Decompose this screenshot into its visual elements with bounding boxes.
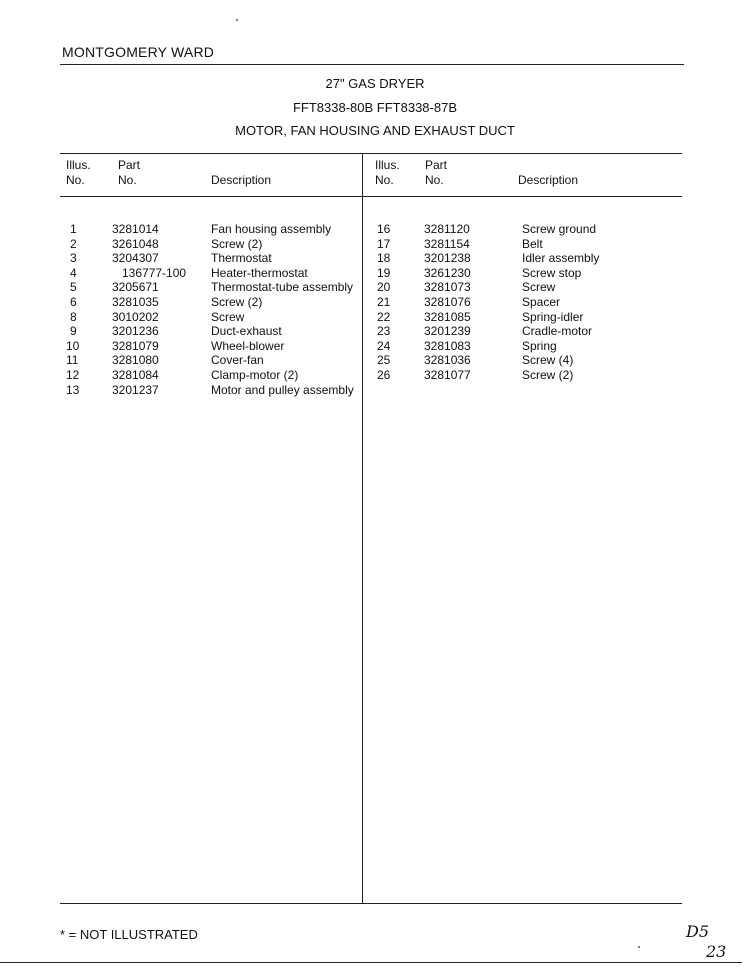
table-row-part: 3201239 — [424, 324, 471, 339]
table-row-part: 3281036 — [424, 353, 471, 368]
table-row-part: 3204307 — [112, 251, 159, 266]
table-row-illus: 18 — [377, 251, 391, 266]
table-row-desc: Screw (4) — [522, 353, 574, 368]
table-row-part: 3281083 — [424, 338, 471, 353]
handwritten-page-number: 23 — [706, 942, 727, 961]
left-part-header — [118, 158, 140, 188]
table-row-desc: Cradle-motor — [522, 324, 593, 339]
table-row-part: 3281014 — [112, 222, 159, 236]
illus-header-line1: Illus. — [66, 158, 91, 172]
illus-header-line2: No. — [375, 173, 394, 187]
title-line-2: FFT8338-80B FFT8338-87B — [292, 100, 458, 115]
table-row-desc: Screw (2) — [211, 236, 263, 251]
illus-header-line2: No. — [66, 173, 85, 187]
illus-header-line1: Illus. — [375, 158, 400, 172]
table-row-illus: 25 — [377, 353, 391, 368]
speck-mark — [236, 19, 238, 21]
table-row-illus: 2 — [70, 236, 77, 251]
speck-mark — [638, 946, 640, 948]
table-row-desc: Fan housing assembly — [211, 222, 332, 236]
table-row-desc: Screw (2) — [522, 368, 574, 382]
table-row-desc: Screw — [211, 309, 245, 324]
header-bottom-rule — [60, 196, 682, 197]
table-row-illus: 24 — [377, 338, 391, 353]
left-description-header: Description — [211, 173, 272, 187]
top-rule — [60, 64, 684, 65]
table-row-desc: Duct-exhaust — [211, 324, 282, 339]
table-row-illus: 11 — [66, 353, 79, 368]
table-row-desc: Screw stop — [522, 265, 582, 280]
table-row-part: 3281035 — [112, 295, 159, 309]
table-row-part: 3201236 — [112, 324, 159, 339]
title-line-1: 27" GAS DRYER — [325, 76, 425, 91]
table-row-illus: 19 — [377, 265, 391, 280]
table-row-desc: Idler assembly — [522, 251, 600, 266]
handwritten-page-code: D5 — [686, 922, 710, 941]
table-row-illus: 22 — [377, 309, 391, 324]
table-row-part: 3281073 — [424, 280, 471, 295]
table-row-part: 3281084 — [112, 368, 159, 382]
table-row-desc: Spring-idler — [522, 309, 584, 324]
table-row-illus: 26 — [377, 368, 391, 382]
table-row-illus: 4 — [70, 265, 77, 280]
table-row-desc: Screw (2) — [211, 295, 263, 309]
table-row-part: 3281080 — [112, 353, 159, 368]
table-row-desc: Spacer — [522, 295, 561, 309]
table-row-part: 3201238 — [424, 251, 471, 266]
table-row-illus: 16 — [377, 222, 391, 236]
table-row-part: 3281076 — [424, 295, 471, 309]
table-row-part: 3205671 — [112, 280, 159, 295]
table-row-part: 3281085 — [424, 309, 471, 324]
table-row-part: 3281079 — [112, 338, 159, 353]
table-row-illus: 8 — [70, 309, 77, 324]
bottom-rule — [0, 962, 742, 963]
table-row-desc: Motor and pulley assembly — [211, 382, 354, 397]
table-row-illus: 20 — [377, 280, 391, 295]
table-row-desc: Belt — [522, 236, 543, 251]
right-description-header: Description — [518, 173, 579, 187]
header-top-rule — [60, 153, 682, 154]
table-row-desc: Thermostat — [211, 251, 272, 266]
right-part-header — [425, 158, 447, 188]
table-row-part: 3281120 — [424, 222, 470, 236]
table-row-part: 3010202 — [112, 309, 159, 324]
table-row-part: 3281077 — [424, 368, 471, 382]
column-divider — [362, 153, 363, 903]
left-illus-header — [66, 158, 91, 188]
table-row-illus: 10 — [66, 338, 80, 353]
part-header-line2: No. — [425, 173, 444, 187]
table-row-illus: 17 — [377, 236, 391, 251]
table-row-illus: 21 — [377, 295, 391, 309]
part-header-line2: No. — [118, 173, 137, 187]
table-row-illus: 5 — [70, 280, 77, 295]
table-row-illus: 13 — [66, 382, 80, 397]
table-row-illus: 1 — [70, 222, 77, 236]
title-line-3: MOTOR, FAN HOUSING AND EXHAUST DUCT — [235, 123, 515, 138]
table-row-part: 136777-100 — [122, 265, 187, 280]
right-illus-header — [375, 158, 400, 188]
table-row-desc: Spring — [522, 338, 557, 353]
table-row-illus: 23 — [377, 324, 391, 339]
table-row-desc: Screw ground — [522, 222, 597, 236]
table-row-desc: Thermostat-tube assembly — [211, 280, 354, 295]
footer-top-rule — [60, 903, 682, 904]
table-row-part: 3261048 — [112, 236, 159, 251]
table-row-illus: 6 — [70, 295, 77, 309]
table-row-part: 3201237 — [112, 382, 159, 397]
table-row-illus: 9 — [70, 324, 77, 339]
part-header-line1: Part — [425, 158, 448, 172]
table-row-desc: Screw — [522, 280, 556, 295]
part-header-line1: Part — [118, 158, 141, 172]
footnote: * = NOT ILLUSTRATED — [60, 927, 198, 942]
table-row-desc: Cover-fan — [211, 353, 264, 368]
table-row-desc: Heater-thermostat — [211, 265, 308, 280]
table-row-illus: 12 — [66, 368, 80, 382]
table-row-desc: Wheel-blower — [211, 338, 285, 353]
table-row-part: 3261230 — [424, 265, 471, 280]
table-row-desc: Clamp-motor (2) — [211, 368, 299, 382]
table-row-part: 3281154 — [424, 236, 470, 251]
brand-name: MONTGOMERY WARD — [62, 44, 215, 60]
table-row-illus: 3 — [70, 251, 77, 266]
